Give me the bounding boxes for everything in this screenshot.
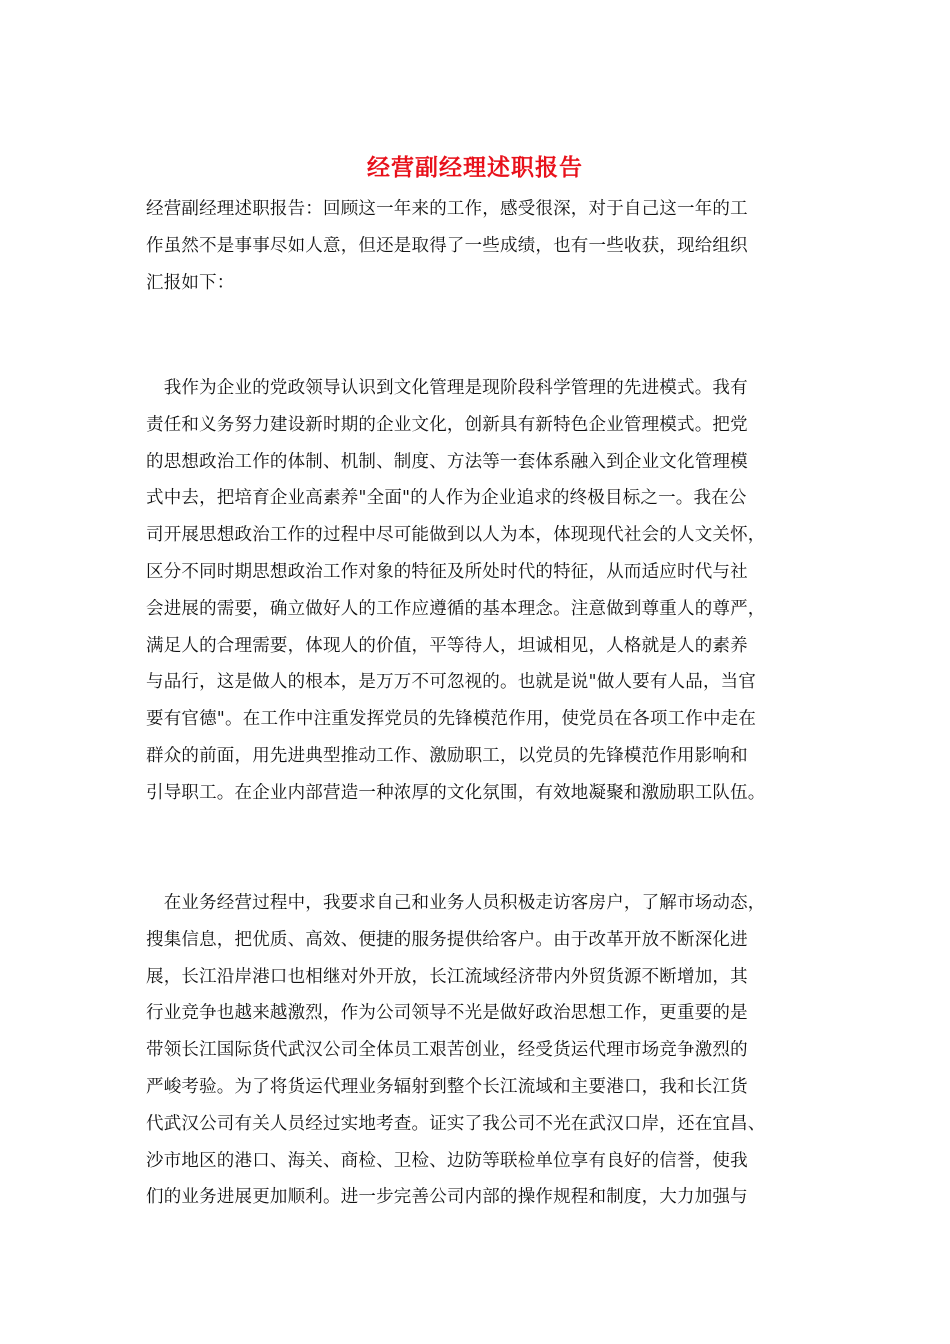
paragraph-line: 在业务经营过程中，我要求自己和业务人员积极走访客房户，了解市场动态， [146,893,766,913]
paragraph-line: 展，长江沿岸港口也相继对外开放，长江流域经济带内外贸货源不断增加，其 [146,966,748,987]
paragraph-line: 汇报如下： [146,272,235,293]
paragraph-culture-management [146,370,816,812]
paragraph-line: 引导职工。在企业内部营造一种浓厚的文化氛围，有效地凝聚和激励职工队伍。 [146,782,766,803]
paragraph-line: 行业竞争也越来越激烈，作为公司领导不光是做好政治思想工作，更重要的是 [146,1003,748,1024]
paragraph-line: 的思想政治工作的体制、机制、制度、方法等一套体系融入到企业文化管理模 [146,451,748,472]
paragraph-line: 严峻考验。为了将货运代理业务辐射到整个长江流域和主要港口，我和长江货 [146,1076,748,1097]
paragraph-line: 我作为企业的党政领导认识到文化管理是现阶段科学管理的先进模式。我有 [146,378,748,398]
paragraph-line: 群众的前面，用先进典型推动工作、激励职工，以党员的先锋模范作用影响和 [146,745,748,766]
paragraph-line: 们的业务进展更加顺利。进一步完善公司内部的操作规程和制度，大力加强与 [146,1187,748,1208]
paragraph-line: 带领长江国际货代武汉公司全体员工艰苦创业，经受货运代理市场竞争激烈的 [146,1040,748,1061]
paragraph-line: 作虽然不是事事尽如人意，但还是取得了一些成绩，也有一些收获，现给组织 [146,235,748,256]
paragraph-line: 经营副经理述职报告：回顾这一年来的工作，感受很深，对于自己这一年的工 [146,199,748,219]
document-title: 经营副经理述职报告 [367,154,583,181]
paragraph-line: 责任和义务努力建设新时期的企业文化，创新具有新特色企业管理模式。把党 [146,414,748,435]
paragraph-business-operations [146,885,816,1216]
paragraph-line: 式中去，把培育企业高素养"全面"的人作为企业追求的终极目标之一。我在公 [146,488,747,509]
paragraph-line: 与品行，这是做人的根本，是万万不可忽视的。也就是说"做人要有人品，当官 [146,672,757,693]
paragraph-line: 搜集信息，把优质、高效、便捷的服务提供给客户。由于改革开放不断深化进 [146,929,748,950]
paragraph-intro [146,191,816,301]
paragraph-line: 代武汉公司有关人员经过实地考查。证实了我公司不光在武汉口岸，还在宜昌、 [146,1113,766,1134]
paragraph-line: 会进展的需要，确立做好人的工作应遵循的基本理念。注意做到尊重人的尊严， [146,598,766,619]
paragraph-line: 沙市地区的港口、海关、商检、卫检、边防等联检单位享有良好的信誉，使我 [146,1150,748,1171]
paragraph-line: 司开展思想政治工作的过程中尽可能做到以人为本，体现现代社会的人文关怀， [146,525,766,546]
paragraph-line: 要有官德"。在工作中注重发挥党员的先锋模范作用，使党员在各项工作中走在 [146,709,757,730]
paragraph-line: 区分不同时期思想政治工作对象的特征及所处时代的特征，从而适应时代与社 [146,561,748,582]
paragraph-line: 满足人的合理需要，体现人的价值，平等待人，坦诚相见，人格就是人的素养 [146,635,748,656]
